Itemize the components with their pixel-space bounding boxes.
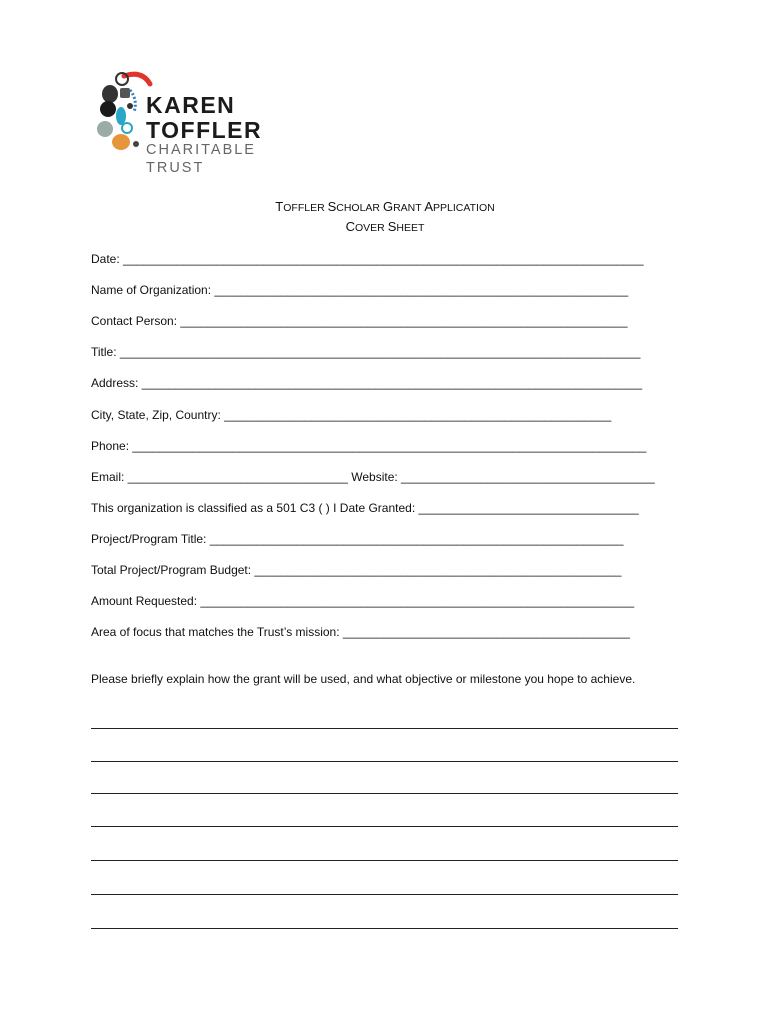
logo-line-toffler: TOFFLER xyxy=(146,117,263,143)
answer-line[interactable] xyxy=(91,894,678,895)
answer-line[interactable] xyxy=(91,728,678,729)
document-title: TOFFLER SCHOLAR GRANT APPLICATION xyxy=(275,199,495,214)
answer-line[interactable] xyxy=(91,761,678,762)
field-date[interactable]: Date: ______________________________________________________________________________ xyxy=(91,252,644,266)
field-title[interactable]: Title: ______________________________________________________________________________ xyxy=(91,345,641,359)
grant-usage-question: Please briefly explain how the grant will be used, and what objective or milestone you hope to achieve. xyxy=(91,672,636,686)
answer-line[interactable] xyxy=(91,928,678,929)
field-city-state-zip-country[interactable]: City, State, Zip, Country: __________________________________________________________ xyxy=(91,408,612,422)
field-total-budget[interactable]: Total Project/Program Budget: _______________________________________________________ xyxy=(91,563,622,577)
answer-line[interactable] xyxy=(91,793,678,794)
field-email-website[interactable]: Email: _________________________________ Website: ______________________________________ xyxy=(91,470,655,484)
logo-mark-icon xyxy=(94,70,154,160)
field-phone[interactable]: Phone: _____________________________________________________________________________ xyxy=(91,439,647,453)
answer-line[interactable] xyxy=(91,860,678,861)
logo-line-trust: TRUST xyxy=(146,160,205,176)
field-organization-name[interactable]: Name of Organization: ______________________________________________________________ xyxy=(91,283,629,297)
field-501c3-date-granted[interactable]: This organization is classified as a 501 C3 ( ) I Date Granted: _________________________________ xyxy=(91,501,639,515)
document-subtitle: COVER SHEET xyxy=(345,219,425,234)
field-contact-person[interactable]: Contact Person: ___________________________________________________________________ xyxy=(91,314,628,328)
field-address[interactable]: Address: ___________________________________________________________________________ xyxy=(91,376,643,390)
field-amount-requested[interactable]: Amount Requested: _________________________________________________________________ xyxy=(91,594,635,608)
karen-toffler-logo xyxy=(94,70,284,180)
field-area-of-focus[interactable]: Area of focus that matches the Trust’s mission: ___________________________________________ xyxy=(91,625,630,639)
logo-line-karen: KAREN xyxy=(146,92,236,118)
field-project-program-title[interactable]: Project/Program Title: ______________________________________________________________ xyxy=(91,532,624,546)
logo-line-charitable: CHARITABLE xyxy=(146,142,256,158)
answer-line[interactable] xyxy=(91,826,678,827)
